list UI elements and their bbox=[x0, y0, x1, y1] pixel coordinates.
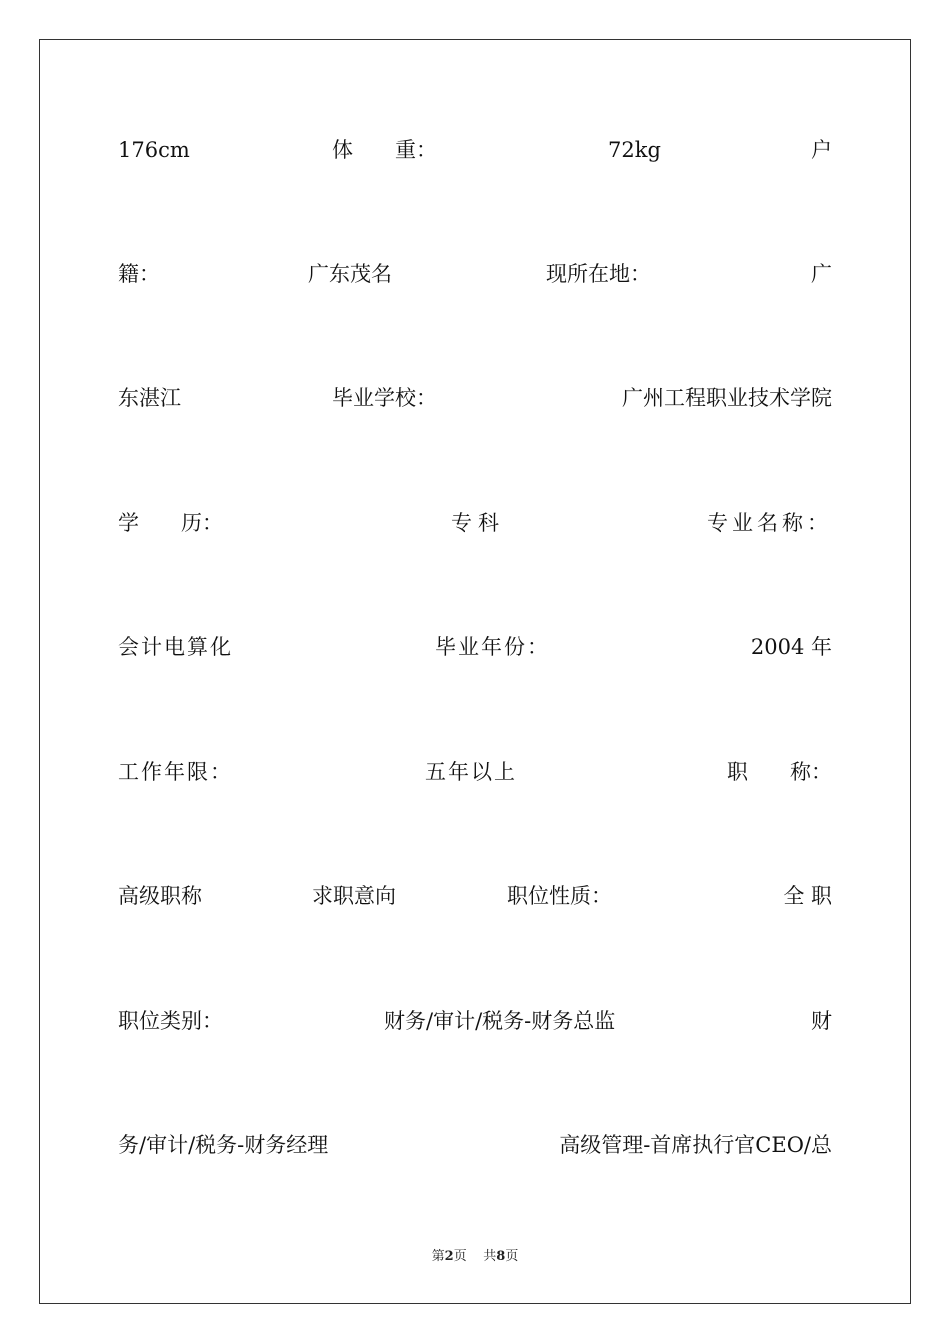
text-line-1 bbox=[118, 134, 832, 166]
location-value-start: 广 bbox=[811, 262, 832, 286]
work-years-label: 工作年限： bbox=[118, 760, 233, 784]
title-value: 高级职称 bbox=[118, 884, 202, 908]
title-label: 职 称： bbox=[727, 760, 832, 784]
education-label: 学 历： bbox=[118, 511, 223, 535]
major-value: 会计电算化 bbox=[118, 635, 233, 659]
school-value: 广州工程职业技术学院 bbox=[622, 386, 832, 410]
job-category-label: 职位类别： bbox=[118, 1009, 223, 1033]
page-footer bbox=[0, 1248, 950, 1266]
current-page-number: 2 bbox=[444, 1249, 454, 1264]
job-category-value-2-end: 务/审计/税务-财务经理 bbox=[118, 1133, 329, 1157]
job-category-value-3: 高级管理-首席执行官CEO/总 bbox=[559, 1133, 832, 1157]
major-label: 专业名称： bbox=[707, 511, 832, 535]
hukou-value: 广东茂名 bbox=[308, 262, 392, 286]
text-line-2 bbox=[118, 258, 832, 290]
text-line-8 bbox=[118, 1005, 832, 1037]
text-line-3 bbox=[118, 382, 832, 414]
job-nature-value: 全 职 bbox=[783, 884, 832, 908]
footer-prefix: 第 bbox=[431, 1249, 445, 1264]
job-category-value-1: 财务/审计/税务-财务总监 bbox=[384, 1009, 616, 1033]
school-label: 毕业学校： bbox=[332, 386, 437, 410]
job-intention-heading: 求职意向 bbox=[312, 884, 396, 908]
height-value: 176cm bbox=[118, 138, 190, 162]
location-value-end: 东湛江 bbox=[118, 386, 181, 410]
text-line-4 bbox=[118, 507, 832, 539]
footer-total-prefix: 共 bbox=[483, 1249, 497, 1264]
text-line-6 bbox=[118, 756, 832, 788]
location-label: 现所在地： bbox=[546, 262, 651, 286]
graduation-year-value: 2004 年 bbox=[750, 635, 832, 659]
hukou-label-end: 籍： bbox=[118, 262, 160, 286]
weight-value: 72kg bbox=[608, 138, 661, 162]
weight-label: 体 重： bbox=[332, 138, 437, 162]
footer-page-suffix: 页 bbox=[453, 1249, 467, 1264]
total-pages-number: 8 bbox=[496, 1249, 506, 1264]
hukou-label-start: 户 bbox=[811, 138, 832, 162]
page-frame bbox=[39, 39, 911, 1304]
job-nature-label: 职位性质： bbox=[507, 884, 612, 908]
job-category-value-2-start: 财 bbox=[811, 1009, 832, 1033]
work-years-value: 五年以上 bbox=[425, 760, 517, 784]
footer-total-suffix: 页 bbox=[505, 1249, 519, 1264]
graduation-year-label: 毕业年份： bbox=[435, 635, 550, 659]
text-line-9 bbox=[118, 1129, 832, 1161]
text-line-7 bbox=[118, 880, 832, 912]
education-value: 专科 bbox=[451, 511, 505, 535]
text-line-5 bbox=[118, 631, 832, 663]
